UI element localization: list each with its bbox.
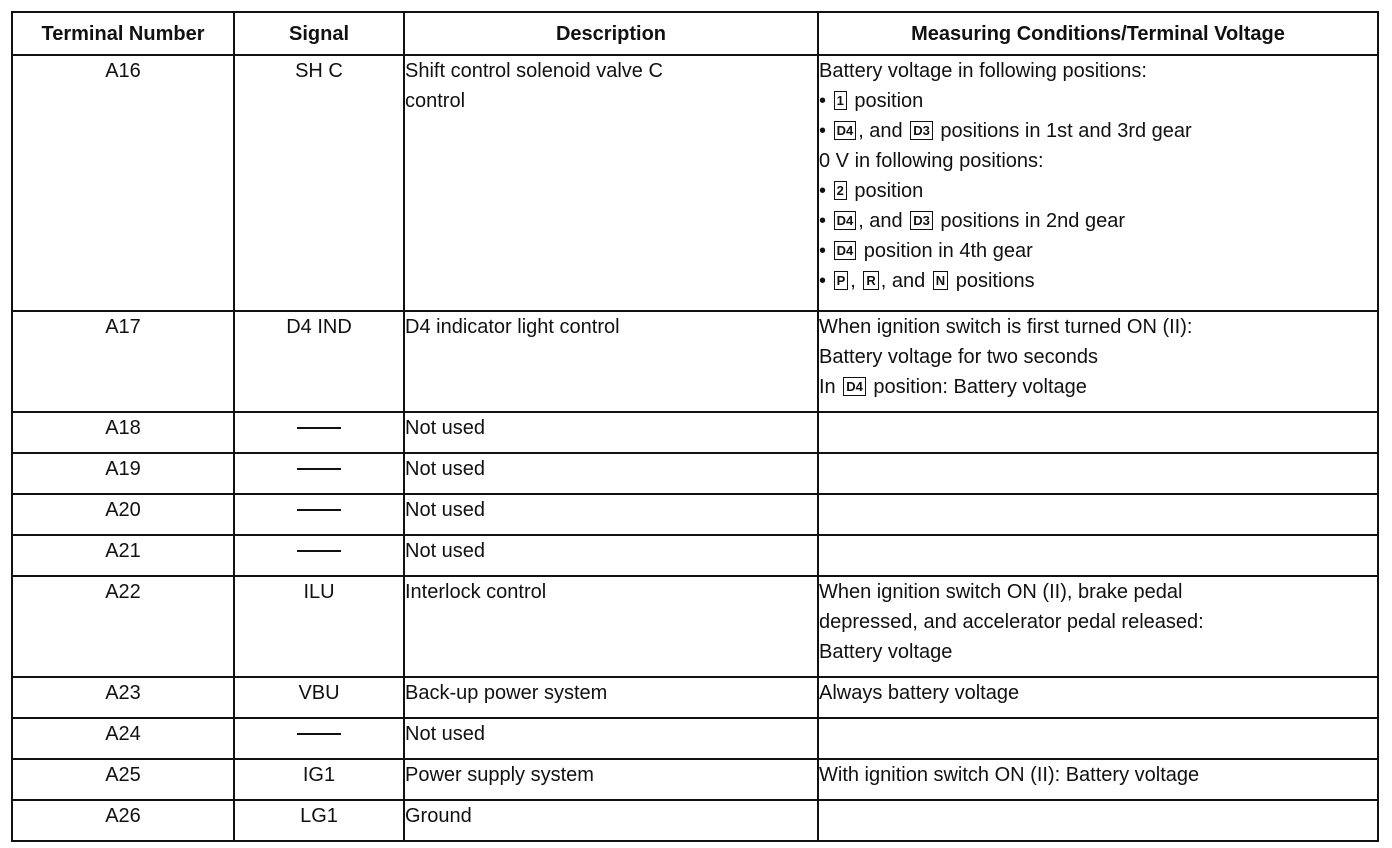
description-line: Not used bbox=[405, 499, 486, 521]
table-row bbox=[12, 576, 1378, 677]
table-row bbox=[12, 800, 1378, 841]
shift-position-symbol: D4 bbox=[834, 121, 857, 140]
conditions-line: When ignition switch is first turned ON (II): bbox=[819, 316, 1193, 338]
description-line: Not used bbox=[405, 458, 486, 480]
header-description: Description bbox=[404, 12, 818, 55]
table-row bbox=[12, 718, 1378, 759]
terminal-number-cell: A25 bbox=[12, 759, 234, 800]
conditions-cell bbox=[818, 576, 1378, 677]
conditions-line: 0 V in following positions: bbox=[819, 150, 1044, 172]
conditions-line: • P , R , and N positions bbox=[819, 270, 1035, 292]
table-row bbox=[12, 453, 1378, 494]
conditions-cell bbox=[818, 494, 1378, 535]
terminal-number-cell: A26 bbox=[12, 800, 234, 841]
description-cell bbox=[404, 718, 818, 759]
description-cell bbox=[404, 412, 818, 453]
description-line: Shift control solenoid valve C bbox=[405, 60, 663, 82]
description-line: D4 indicator light control bbox=[405, 316, 620, 338]
table-row bbox=[12, 535, 1378, 576]
conditions-cell bbox=[818, 453, 1378, 494]
conditions-line: Battery voltage bbox=[819, 641, 953, 663]
header-measuring-conditions: Measuring Conditions/Terminal Voltage bbox=[818, 12, 1378, 55]
description-line: Interlock control bbox=[405, 581, 547, 603]
dash-line bbox=[297, 427, 341, 429]
conditions-cell bbox=[818, 759, 1378, 800]
description-line: Not used bbox=[405, 540, 486, 562]
table-row bbox=[12, 759, 1378, 800]
signal-cell: IG1 bbox=[234, 759, 404, 800]
conditions-cell bbox=[818, 55, 1378, 311]
table-row bbox=[12, 494, 1378, 535]
signal-cell: D4 IND bbox=[234, 311, 404, 412]
conditions-cell bbox=[818, 800, 1378, 841]
conditions-cell bbox=[818, 677, 1378, 718]
header-row bbox=[12, 12, 1378, 55]
description-line: Power supply system bbox=[405, 764, 594, 786]
terminal-number-cell: A20 bbox=[12, 494, 234, 535]
table-row bbox=[12, 677, 1378, 718]
shift-position-symbol: 2 bbox=[834, 181, 847, 200]
table-row bbox=[12, 311, 1378, 412]
dash-line bbox=[297, 733, 341, 735]
conditions-line: • 1 position bbox=[819, 90, 924, 112]
header-signal: Signal bbox=[234, 12, 404, 55]
conditions-cell bbox=[818, 412, 1378, 453]
signal-cell: LG1 bbox=[234, 800, 404, 841]
terminal-number-cell: A21 bbox=[12, 535, 234, 576]
conditions-cell bbox=[818, 535, 1378, 576]
shift-position-symbol: R bbox=[863, 271, 878, 290]
terminal-number-cell: A23 bbox=[12, 677, 234, 718]
signal-cell bbox=[234, 535, 404, 576]
signal-cell bbox=[234, 718, 404, 759]
signal-cell: SH C bbox=[234, 55, 404, 311]
description-line: control bbox=[405, 90, 466, 112]
description-cell bbox=[404, 494, 818, 535]
conditions-line: • D4 , and D3 positions in 1st and 3rd gear bbox=[819, 120, 1192, 142]
shift-position-symbol: D4 bbox=[834, 211, 857, 230]
terminal-voltage-table bbox=[11, 11, 1379, 842]
terminal-number-cell: A16 bbox=[12, 55, 234, 311]
description-cell bbox=[404, 759, 818, 800]
conditions-cell bbox=[818, 311, 1378, 412]
shift-position-symbol: P bbox=[834, 271, 849, 290]
signal-cell: VBU bbox=[234, 677, 404, 718]
shift-position-symbol: D3 bbox=[910, 211, 933, 230]
description-line: Not used bbox=[405, 417, 486, 439]
signal-cell bbox=[234, 494, 404, 535]
terminal-number-cell: A22 bbox=[12, 576, 234, 677]
shift-position-symbol: N bbox=[933, 271, 948, 290]
description-line: Ground bbox=[405, 805, 472, 827]
shift-position-symbol: 1 bbox=[834, 91, 847, 110]
terminal-number-cell: A24 bbox=[12, 718, 234, 759]
conditions-line: Always battery voltage bbox=[819, 682, 1020, 704]
shift-position-symbol: D3 bbox=[910, 121, 933, 140]
description-line: Not used bbox=[405, 723, 486, 745]
conditions-line: • D4 position in 4th gear bbox=[819, 240, 1033, 262]
description-cell bbox=[404, 535, 818, 576]
terminal-number-cell: A17 bbox=[12, 311, 234, 412]
shift-position-symbol: D4 bbox=[834, 241, 857, 260]
conditions-line: Battery voltage in following positions: bbox=[819, 60, 1147, 82]
dash-line bbox=[297, 550, 341, 552]
conditions-line: Battery voltage for two seconds bbox=[819, 346, 1099, 368]
description-cell bbox=[404, 453, 818, 494]
description-cell bbox=[404, 55, 818, 311]
table-row bbox=[12, 412, 1378, 453]
shift-position-symbol: D4 bbox=[843, 377, 866, 396]
dash-line bbox=[297, 468, 341, 470]
description-cell bbox=[404, 311, 818, 412]
signal-cell: ILU bbox=[234, 576, 404, 677]
conditions-line: With ignition switch ON (II): Battery voltage bbox=[819, 764, 1200, 786]
signal-cell bbox=[234, 453, 404, 494]
conditions-cell bbox=[818, 718, 1378, 759]
conditions-line: In D4 position: Battery voltage bbox=[819, 376, 1087, 398]
terminal-number-cell: A18 bbox=[12, 412, 234, 453]
header-terminal-number: Terminal Number bbox=[12, 12, 234, 55]
description-line: Back-up power system bbox=[405, 682, 608, 704]
conditions-line: When ignition switch ON (II), brake pedal bbox=[819, 581, 1183, 603]
description-cell bbox=[404, 677, 818, 718]
terminal-number-cell: A19 bbox=[12, 453, 234, 494]
signal-cell bbox=[234, 412, 404, 453]
conditions-line: depressed, and accelerator pedal released: bbox=[819, 611, 1204, 633]
table-row bbox=[12, 55, 1378, 311]
description-cell bbox=[404, 576, 818, 677]
conditions-line: • D4 , and D3 positions in 2nd gear bbox=[819, 210, 1125, 232]
dash-line bbox=[297, 509, 341, 511]
conditions-line: • 2 position bbox=[819, 180, 924, 202]
description-cell bbox=[404, 800, 818, 841]
